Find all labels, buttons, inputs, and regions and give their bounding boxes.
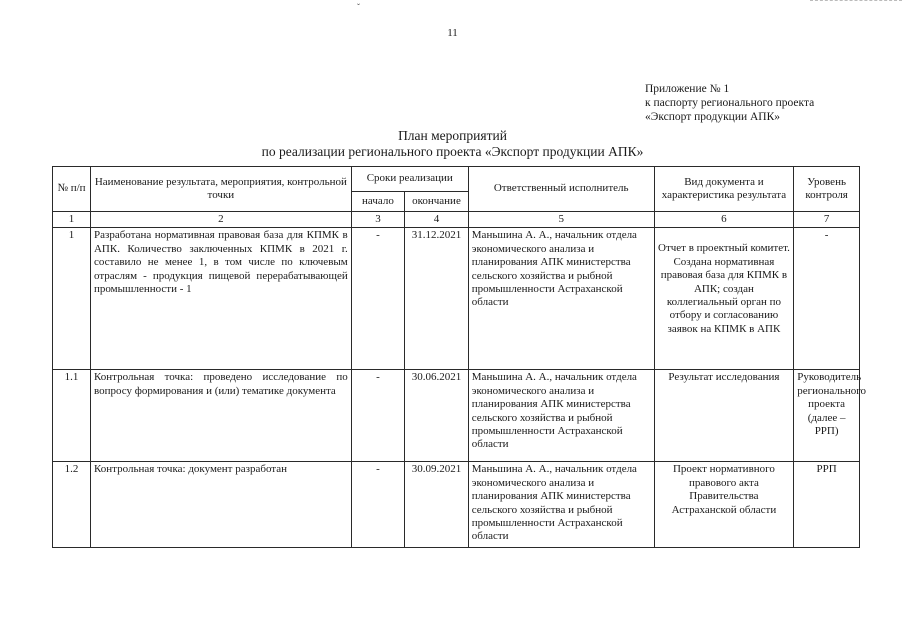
table-row — [53, 228, 860, 370]
column-number: 3 — [351, 212, 404, 228]
row-num: 1.2 — [53, 462, 91, 548]
row-end: 31.12.2021 — [405, 228, 469, 370]
header-start: начало — [351, 192, 404, 212]
header-end: окончание — [405, 192, 469, 212]
row-level: - — [794, 228, 860, 370]
row-num: 1 — [53, 228, 91, 370]
row-end: 30.06.2021 — [405, 370, 469, 462]
title-line-1: План мероприятий — [398, 128, 507, 143]
appendix-note — [645, 82, 814, 124]
column-number: 4 — [405, 212, 469, 228]
table-row — [53, 370, 860, 462]
row-responsible: Маньшина А. А., начальник отдела экономического анализа и планирования АПК министерства сельского хозяйства и рыбной промышленности Астраханской области — [468, 228, 654, 370]
activity-plan-table — [52, 166, 867, 548]
row-name: Контрольная точка: проведено исследование по вопросу формирования и (или) тематике документа — [90, 370, 351, 462]
row-num: 1.1 — [53, 370, 91, 462]
row-doc: Проект нормативного правового акта Правительства Астраханской области — [654, 462, 794, 548]
appendix-line-3: «Экспорт продукции АПК» — [645, 111, 781, 123]
column-number: 7 — [794, 212, 860, 228]
row-level: РРП — [794, 462, 860, 548]
appendix-line-1: Приложение № 1 — [645, 83, 730, 95]
page-number: 11 — [447, 27, 458, 39]
row-start: - — [351, 228, 404, 370]
row-start: - — [351, 462, 404, 548]
row-responsible: Маньшина А. А., начальник отдела экономического анализа и планирования АПК министерства сельского хозяйства и рыбной промышленности Астраханской области — [468, 370, 654, 462]
header-row — [53, 167, 860, 192]
scan-artifact — [810, 0, 902, 2]
header-level: Уровень контроля — [794, 167, 860, 212]
header-num: № п/п — [53, 167, 91, 212]
title-line-2: по реализации регионального проекта «Экспорт продукции АПК» — [261, 144, 644, 159]
appendix-line-2: к паспорту регионального проекта — [645, 97, 815, 109]
row-start: - — [351, 370, 404, 462]
column-number: 6 — [654, 212, 794, 228]
row-responsible: Маньшина А. А., начальник отдела экономического анализа и планирования АПК министерства сельского хозяйства и рыбной промышленности Астраханской области — [468, 462, 654, 548]
row-end: 30.09.2021 — [405, 462, 469, 548]
row-doc: Отчет в проектный комитет. Создана нормативная правовая база для КПМК в АПК; создан коллегиальный орган по отбору и согласованию заявок на КПМК в АПК — [654, 228, 794, 370]
scan-mark: ˇ — [357, 2, 360, 12]
row-name: Разработана нормативная правовая база для КПМК в АПК. Количество заключенных КПМК в 2021 г. составило не менее 1, в том числе по ключевым отраслям - продукция пищевой перерабатывающей промышленности - 1 — [90, 228, 351, 370]
table-row — [53, 462, 860, 548]
header-name: Наименование результата, мероприятия, контрольной точки — [90, 167, 351, 212]
header-terms: Сроки реализации — [351, 167, 468, 192]
column-numbers-row — [53, 212, 860, 228]
column-number: 1 — [53, 212, 91, 228]
header-responsible: Ответственный исполнитель — [468, 167, 654, 212]
document-title — [0, 128, 905, 160]
column-number: 2 — [90, 212, 351, 228]
row-name: Контрольная точка: документ разработан — [90, 462, 351, 548]
row-doc: Результат исследования — [654, 370, 794, 462]
row-level: Руководитель регионального проекта (далее – РРП) — [794, 370, 860, 462]
column-number: 5 — [468, 212, 654, 228]
header-doc: Вид документа и характеристика результата — [654, 167, 794, 212]
